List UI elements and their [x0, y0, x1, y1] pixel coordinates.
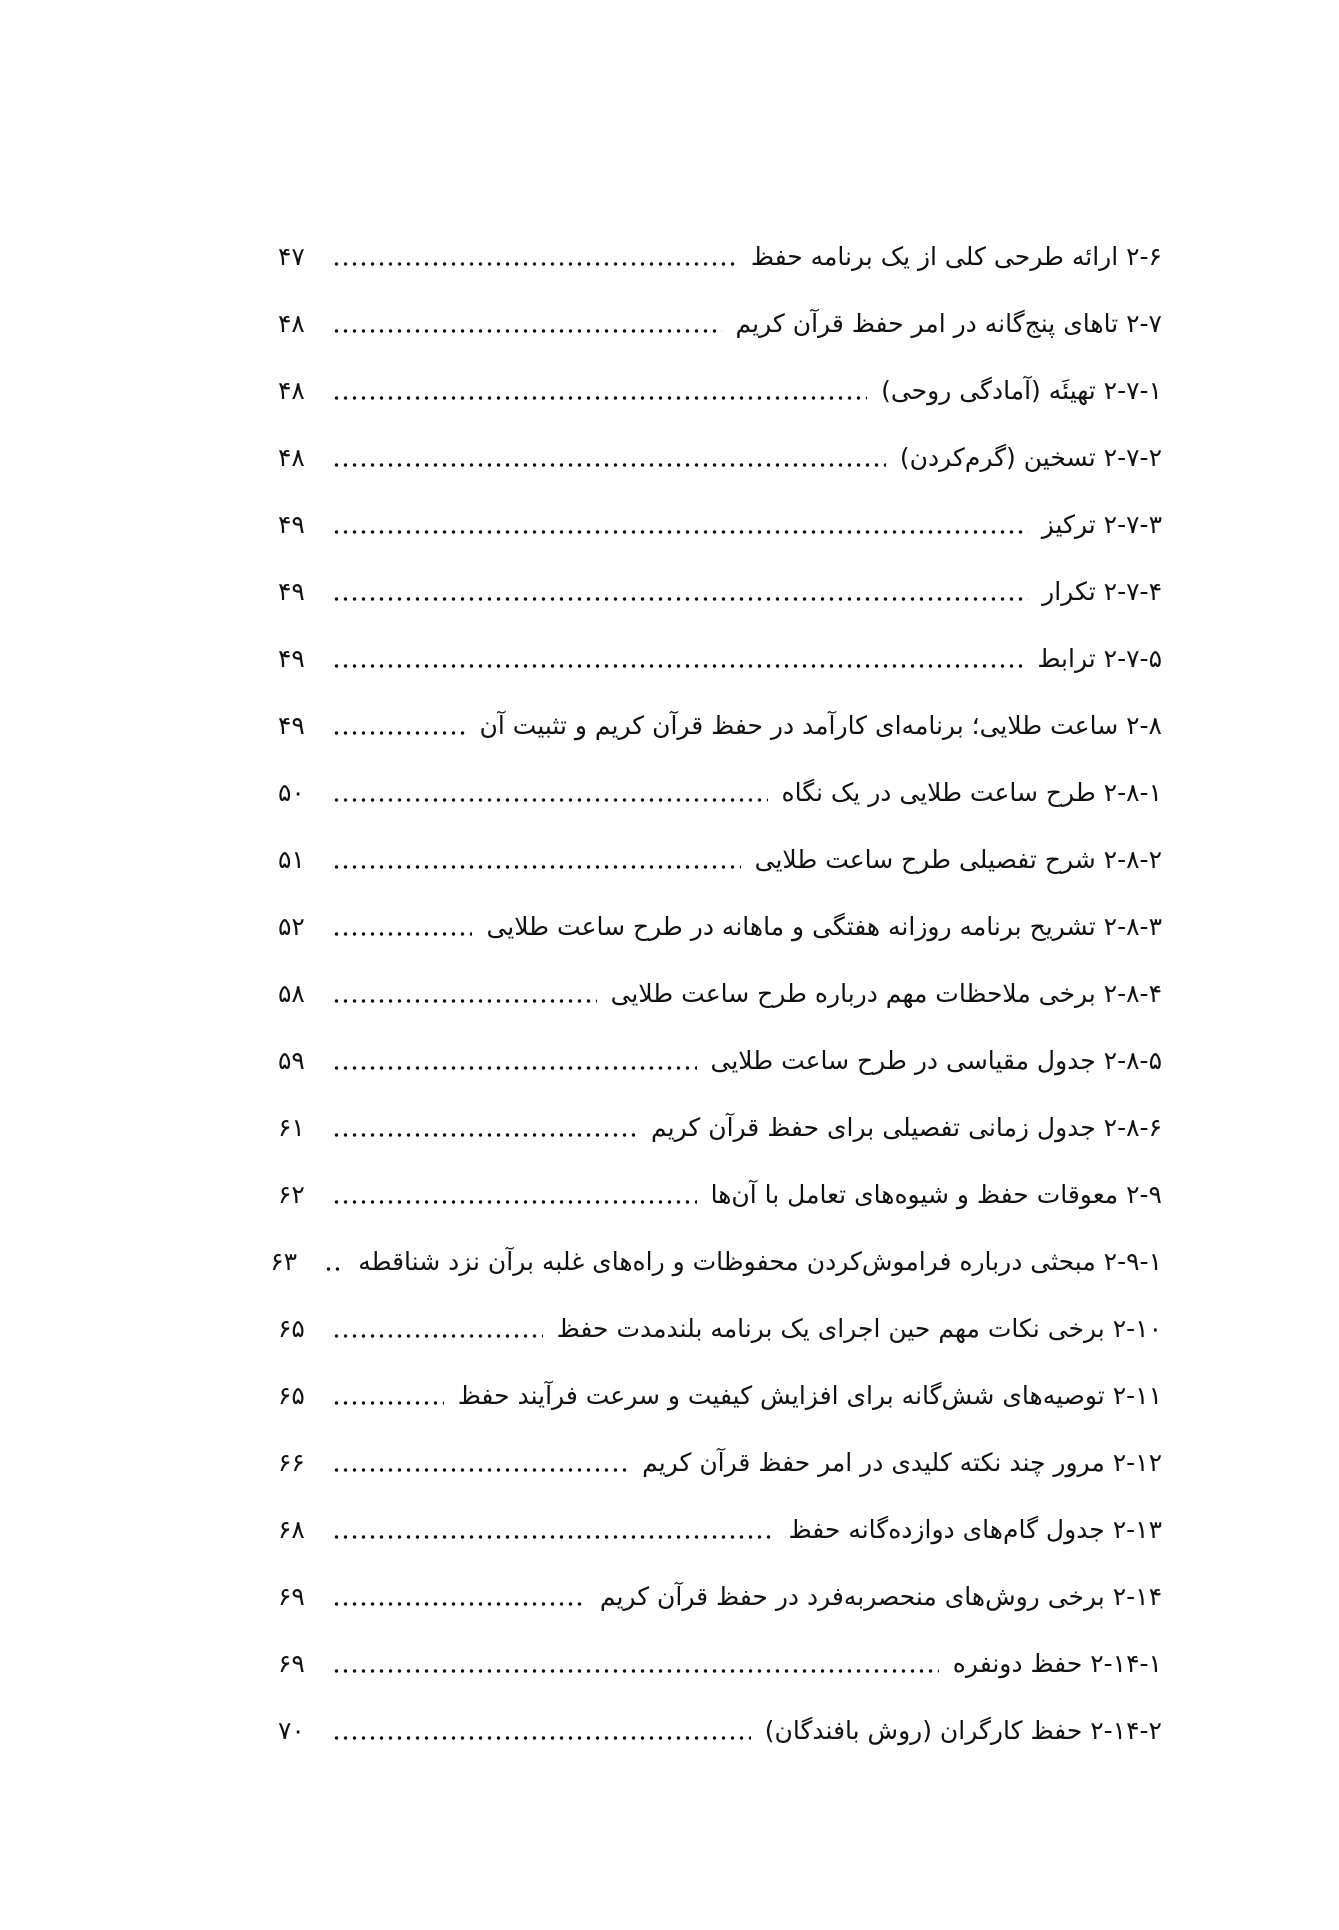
toc-entry-title: ۲-۱۴ برخی روش‌های منحصربه‌فرد در حفظ قرآن کریم — [599, 1582, 1162, 1611]
toc-entry-page: ۵۹ — [278, 1046, 305, 1075]
dot-leader — [332, 262, 737, 266]
toc-entry-title: ۲-۷-۴ تکرار — [1042, 577, 1162, 606]
dot-leader — [332, 463, 886, 467]
toc-entry-title: ۲-۸-۶ جدول زمانی تفصیلی برای حفظ قرآن کریم — [650, 1113, 1162, 1142]
toc-entry-title: ۲-۷-۵ ترابط — [1037, 644, 1162, 673]
dot-leader — [332, 1401, 444, 1405]
toc-entry-title: ۲-۸-۵ جدول مقیاسی در طرح ساعت طلایی — [710, 1046, 1162, 1075]
toc-entry-title: ۲-۷ تاهای پنج‌گانه در امر حفظ قرآن کریم — [735, 309, 1162, 338]
dot-leader — [332, 1334, 543, 1338]
toc-entry-page: ۴۹ — [278, 577, 305, 606]
toc-entry-title: ۲-۱۱ توصیه‌های شش‌گانه برای افزایش کیفیت و سرعت فرآیند حفظ — [457, 1381, 1162, 1410]
toc-entry-title: ۲-۷-۱ تهیئَه (آمادگی روحی) — [881, 376, 1162, 405]
dot-leader — [332, 865, 741, 869]
toc-entry[interactable] — [278, 1697, 1162, 1764]
toc-entry[interactable] — [278, 424, 1162, 491]
toc-entry-title: ۲-۹ معوقات حفظ و شیوه‌های تعامل با آن‌ها — [710, 1180, 1162, 1209]
toc-entry-title: ۲-۱۴-۱ حفظ دونفره — [952, 1649, 1162, 1678]
toc-entry-page: ۶۸ — [278, 1515, 305, 1544]
toc-entry-page: ۶۹ — [278, 1649, 305, 1678]
toc-entry-title: ۲-۸-۳ تشریح برنامه روزانه هفتگی و ماهانه در طرح ساعت طلایی — [486, 912, 1162, 941]
toc-entry[interactable] — [278, 1094, 1162, 1161]
toc-entry-page: ۶۶ — [278, 1448, 305, 1477]
toc-entry-page: ۵۲ — [278, 912, 305, 941]
dot-leader — [332, 1066, 697, 1070]
toc-entry-page: ۷۰ — [278, 1716, 305, 1745]
toc-entry-title: ۲-۱۲ مرور چند نکته کلیدی در امر حفظ قرآن کریم — [642, 1448, 1162, 1477]
toc-entry-page: ۴۹ — [278, 644, 305, 673]
toc-entry[interactable] — [278, 1630, 1162, 1697]
toc-entry-page: ۴۹ — [278, 711, 305, 740]
toc-entry-page: ۵۱ — [278, 845, 305, 874]
dot-leader — [332, 1133, 637, 1137]
dot-leader — [332, 932, 472, 936]
toc-entry[interactable] — [278, 893, 1162, 960]
dot-leader — [332, 1535, 775, 1539]
toc-entry[interactable] — [278, 558, 1162, 625]
toc-entry[interactable] — [278, 625, 1162, 692]
toc-entry[interactable] — [278, 290, 1162, 357]
toc-entry-title: ۲-۱۴-۲ حفظ کارگران (روش بافندگان) — [764, 1716, 1162, 1745]
dot-leader — [332, 329, 722, 333]
toc-entry[interactable] — [278, 1027, 1162, 1094]
toc-entry[interactable] — [278, 223, 1162, 290]
dot-leader — [332, 1602, 586, 1606]
toc-entry-page: ۶۲ — [278, 1180, 305, 1209]
toc-entry[interactable] — [278, 1362, 1162, 1429]
toc-entry[interactable] — [278, 692, 1162, 759]
dot-leader — [332, 530, 1028, 534]
toc-entry[interactable] — [270, 1228, 1162, 1295]
dot-leader — [332, 664, 1023, 668]
dot-leader — [332, 597, 1028, 601]
toc-entry[interactable] — [278, 1563, 1162, 1630]
toc-entry-title: ۲-۷-۳ ترکیز — [1041, 510, 1162, 539]
dot-leader — [332, 1200, 697, 1204]
toc-entry[interactable] — [278, 1161, 1162, 1228]
toc-entry[interactable] — [278, 1295, 1162, 1362]
toc-entry-page: ۴۹ — [278, 510, 305, 539]
toc-entry-title: ۲-۸-۴ برخی ملاحظات مهم درباره طرح ساعت طلایی — [610, 979, 1162, 1008]
toc-entry-title: ۲-۱۰ برخی نکات مهم حین اجرای یک برنامه بلندمدت حفظ — [556, 1314, 1162, 1343]
toc-entry-title: ۲-۸ ساعت طلایی؛ برنامه‌ای کارآمد در حفظ قرآن کریم و تثبیت آن — [479, 711, 1162, 740]
toc-entry-title: ۲-۸-۱ طرح ساعت طلایی در یک نگاه — [781, 778, 1162, 807]
toc-entry-title: ۲-۶ ارائه طرحی کلی از یک برنامه حفظ — [750, 242, 1162, 271]
toc-entry-title: ۲-۱۳ جدول گام‌های دوازده‌گانه حفظ — [788, 1515, 1162, 1544]
dot-leader — [332, 1736, 751, 1740]
toc-entry-title: ۲-۷-۲ تسخین (گرم‌کردن) — [899, 443, 1162, 472]
toc-entry-title: ۲-۸-۲ شرح تفصیلی طرح ساعت طلایی — [754, 845, 1162, 874]
toc-entry-page: ۵۸ — [278, 979, 305, 1008]
toc-entry-page: ۴۸ — [278, 376, 305, 405]
toc-entry[interactable] — [278, 491, 1162, 558]
toc-entry[interactable] — [278, 759, 1162, 826]
toc-entry[interactable] — [278, 826, 1162, 893]
toc-entry[interactable] — [278, 357, 1162, 424]
dot-leader — [324, 1267, 344, 1271]
dot-leader — [332, 1468, 628, 1472]
dot-leader — [332, 396, 867, 400]
toc-entry-page: ۶۵ — [278, 1381, 305, 1410]
toc-entry-page: ۶۱ — [278, 1113, 305, 1142]
dot-leader — [332, 798, 768, 802]
toc-entry-page: ۵۰ — [278, 778, 305, 807]
toc-entry-page: ۴۷ — [278, 242, 305, 271]
toc-entry-title: ۲-۹-۱ مبحثی درباره فراموش‌کردن محفوظات و راه‌های غلبه برآن نزد شناقطه — [358, 1247, 1162, 1276]
toc-entry[interactable] — [278, 1429, 1162, 1496]
toc-entry-page: ۶۹ — [278, 1582, 305, 1611]
toc-entry-page: ۴۸ — [278, 443, 305, 472]
toc-entry-page: ۶۵ — [278, 1314, 305, 1343]
dot-leader — [332, 999, 597, 1003]
dot-leader — [332, 731, 466, 735]
table-of-contents — [270, 223, 1162, 1764]
dot-leader — [332, 1669, 939, 1673]
toc-entry-page: ۶۳ — [270, 1247, 298, 1276]
toc-entry[interactable] — [278, 960, 1162, 1027]
toc-entry-page: ۴۸ — [278, 309, 305, 338]
toc-entry[interactable] — [278, 1496, 1162, 1563]
